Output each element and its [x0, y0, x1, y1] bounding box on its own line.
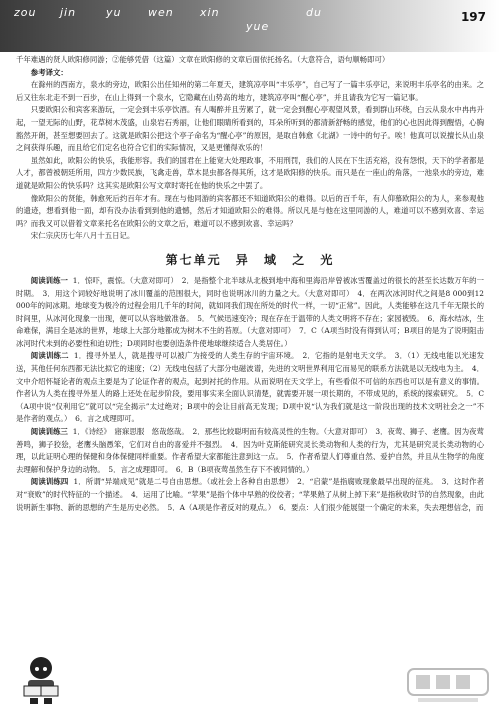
pinyin-word: wen — [148, 6, 174, 19]
unit-title-part: 域 — [263, 252, 278, 267]
page-header — [0, 0, 500, 52]
exercise-text: 1．搜寻外星人，就是搜寻可以被广为接受的人类生存的宇宙环境。 2．它指的是射电天文学。 3．（1）无线电能以光速发送，其他任何东西都无法比拟它的速度；（2）无线电包括了大部分电磁波谱，先进的文明世界利用它而易见的联系方法就是以无线电为主。 4．文中介绍怀疑论者的观点主要是为了论证作者的观点，起到衬托的作用。从而说明在天文学上，有些看似不可信的东西也可以是有意义的事情。作者认为人类在搜寻外星人的路上还处在起步阶段，要用事实来全面认识清楚，就需要开展一项长期的，不带成见的，系统的探索研究。 5．C（A项中说“仅利用它”就可以“完全揭示”太过绝对；B项中的会让目前高无发现；D项中说“认为我们就是这一阶段出现的技术文明社会之一”不是作者的观点。） 6．言之成理即可。 — [16, 351, 484, 424]
exercise-label: 阅读训练一 — [30, 275, 68, 285]
exercise-label: 阅读训练四 — [30, 477, 69, 487]
exercise-answer — [16, 476, 484, 514]
translation-paragraph: 在滁州的西南方，泉水的旁边，欧阳公出任知州的第二年夏天，建筑凉亭叫“丰乐亭”，自己写了一篇丰乐亭记，来说明丰乐亭名的由来。之后又往东北走不到一百步，在山上得到一个泉水，它隐藏在山势高的地方，建筑凉亭叫“醒心亭”，并且请我为它写一篇记事。 — [16, 80, 484, 102]
exercise-label: 阅读训练二 — [30, 351, 69, 361]
header-pinyin — [14, 6, 374, 33]
unit-title-part: 异 — [235, 252, 250, 267]
exercise-answer — [16, 275, 484, 351]
answer-paragraph: 千年难遇的贤人欧阳修同游；②能够凭借（这篇）文章在欧阳修的文章后面依托扬名。（大意符合，语句顺畅即可） — [16, 55, 390, 64]
exercise-label: 阅读训练三 — [30, 427, 68, 437]
translation-date: 宋仁宗庆历七年八月十五日记。 — [30, 231, 135, 241]
watermark-logo — [406, 665, 492, 705]
exercise-text: 1．《诗经》 寤寐思服 悠哉悠哉。 2．那些比较聪明而有较高灵性的生物。（大意对即可） 3．夜莺、狮子、老鹰。因为夜莺善鸣，狮子狡狯，老鹰头脑愚笨，它们对自由的喜爱并不强烈。 4．因为叶克斯能研究灵长类动物和人类的行为，尤其是研究灵长类动物的心理，以此证明心理的保健和身体保健同样重要。作者希望大家都能注意到这一点。 5．作者希望人们尊重自然、爱护自然，并且从生物学的角度去理解和保护身边的动物。 5．言之成理即可。 6．B（B项夜莺虽然生存下不被同情的。） — [16, 427, 484, 474]
translation-paragraph: 只要欧阳公和宾客来游玩，一定会到丰乐亭饮酒。有人喝醉并且劳累了，就一定会到醒心亭观望风景，看到群山环绕，白云从泉水中冉冉升起，一望无际的山野，花草树木茂盛，山泉岩石秀丽，让他们眼睛所看到的，耳朵所听到的都清新舒畅的感觉，他们的心也因此得到醒悟，心胸豁然开朗，甚至想要回去了。这就是欧阳公把这个亭子命名为“醒心亭”的原因，是取自韩愈《北湖》一诗中的句子。唉！他真可以说擅长从山泉之间获得乐趣，而且给它们定名也符合它们的实际情况，又是更懂得欢乐的！ — [16, 105, 484, 153]
exercise-answer — [16, 426, 484, 476]
exercise-answer — [16, 350, 484, 426]
translation-heading: 参考译文： — [30, 67, 68, 77]
unit-title-part: 之 — [292, 252, 307, 267]
unit-title-part: 光 — [320, 252, 335, 267]
pinyin-word: zou — [14, 6, 37, 19]
page-number: 197 — [460, 10, 486, 24]
exercise-text: 1．惊吓，震惊。（大意对即可） 2．是指整个北半球从北极到地中海和里海沿岸曾被冰雪覆盖过的很长的甚至长达数万年的一时期。 3．用这个词较好地说明了冰川覆盖的范围很大，同时也说明冰川的力量之大。（大意对即可） 4．在两次冰河时代之间是8 000到12 000年的间冰期。地球变为极冷的过程会用几千年的时间，就如同我们现在所处的时代一样，一切“正常”。因此，人类能够在这几千年无限长的时间里，从冰河化现象一出现，便可以从容地做准备。 5．气候迅速变冷；现在存在于温带的人类文明将不存在；家园被毁。 6．海水结冰，生命难保，满目全是冰的世界，地球上大部分地都成为树木不生的苔原。（大意对即可） 7．C（A项当时没有得到认可；B项目的是为了说明阻击冰河时代未到的必要性和迫切性；D项同时也要创造条件使地球继续适合人类居住。） — [16, 275, 484, 348]
cartoon-reader-illustration — [14, 652, 68, 706]
exercise-text: 1．所谓“异端成见”就是二号自由思想。（或社会上各种自由思想） 2．“启蒙”是指腐败现象最早出现的征兆。 3．这时作者对“衰败”的时代特征的一个描述。 4．运用了比喻。“苹果”是指个体中早熟的佼佼者；“苹果熟了从树上掉下来”是指秋收时节的自然现象，由此说明新生事物、新的思想的产生是历史必然。 5．A（A项是作者反对的观点。） 6．要点：人们很少能展望一个确定的未来，失去理想信念，而 — [16, 477, 484, 512]
pinyin-word: xin — [200, 6, 220, 19]
pinyin-word: jin — [60, 6, 77, 19]
translation-paragraph: 像欧阳公的贤能，韩愈死后约百年才有。现在与他同游的宾客都还不知道欧阳公的难得。以后的百千年，有人仰慕欧阳公的为人，来参观他的遗迹，想看到他一面，却有没办法看到到他的遗憾，然后才知道欧阳公的难得。所以凡是与他在这里同游的人，难道可以不感到欢喜、幸运吗？而我又可以借着文章来托名在欧阳公的文章之后，难道可以不感到欢喜、幸运吗？ — [16, 193, 484, 228]
pinyin-word: yue — [246, 20, 270, 33]
unit-title-part: 第七单元 — [165, 252, 222, 267]
page-content — [16, 54, 484, 514]
pinyin-word: yu — [106, 6, 122, 19]
translation-paragraph: 虽然如此，欧阳公的快乐，我能形容。我们的国君在上能宽大处理政事，不用刑罚，我们的人民在下生活充裕，没有怨恨，天下的学者都是人才，都曾被朝廷所用，四方少数民族，飞禽走兽，草木昆虫都各得其所，这才是欧阳修的快乐。而只是在一座山的角落，一池泉水的旁边，难道就是欧阳公的快乐吗？这其实是欧阳公写文章时寄托在他的快乐之中罢了。 — [16, 155, 484, 190]
pinyin-word: du — [306, 6, 322, 19]
unit-title — [16, 249, 484, 271]
